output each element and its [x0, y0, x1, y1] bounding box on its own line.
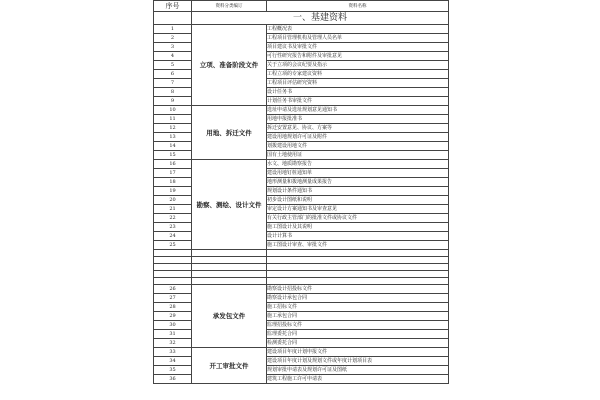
row-number: 11 — [154, 115, 192, 124]
row-number: 10 — [154, 106, 192, 115]
row-number: 28 — [154, 303, 192, 312]
row-number: 24 — [154, 232, 192, 241]
row-name: 设计计算书 — [267, 232, 449, 241]
row-number: 27 — [154, 294, 192, 303]
header-name: 资料名称 — [267, 1, 449, 12]
row-name: 项目建议书及审批文件 — [267, 43, 449, 52]
row-name: 检测委托合同 — [267, 339, 449, 348]
row-number: 20 — [154, 196, 192, 205]
row-name: 有关行政主管部门的批准文件或协议文件 — [267, 214, 449, 223]
row-name: 施工招标文件 — [267, 303, 449, 312]
row-number: 6 — [154, 70, 192, 79]
row-number: 18 — [154, 178, 192, 187]
row-name: 勘察设计承包合同 — [267, 294, 449, 303]
table-row — [154, 25, 449, 34]
row-number: 5 — [154, 61, 192, 70]
table-row — [154, 285, 449, 294]
table-row — [154, 348, 449, 357]
row-name: 水文、地质勘察报告 — [267, 160, 449, 169]
row-name: 建设项目年度计划及规划文件或年度计划项目表 — [267, 357, 449, 366]
empty-row — [154, 264, 449, 271]
row-name: 地形测量和拨地测量成果报告 — [267, 178, 449, 187]
row-number: 19 — [154, 187, 192, 196]
table-row — [154, 106, 449, 115]
section-title-row — [154, 12, 449, 25]
row-number: 12 — [154, 124, 192, 133]
row-name: 国有土地使用证 — [267, 151, 449, 160]
row-number: 1 — [154, 25, 192, 34]
archive-table — [153, 0, 449, 384]
row-number: 30 — [154, 321, 192, 330]
row-name: 计划任务书审批文件 — [267, 97, 449, 106]
row-name: 规划设计条件通知书 — [267, 187, 449, 196]
document-sheet — [153, 0, 448, 400]
empty-cell — [267, 264, 449, 271]
row-name: 审定设计方案通知书及审查意见 — [267, 205, 449, 214]
empty-cell — [154, 250, 192, 257]
row-number: 33 — [154, 348, 192, 357]
row-name: 工程概况表 — [267, 25, 449, 34]
row-number: 31 — [154, 330, 192, 339]
empty-cell — [192, 278, 267, 285]
empty-cell — [267, 278, 449, 285]
empty-cell — [192, 257, 267, 264]
row-number: 13 — [154, 133, 192, 142]
empty-row — [154, 257, 449, 264]
empty-cell — [154, 271, 192, 278]
header-row — [154, 1, 449, 12]
row-name: 规划审批申请表及规划许可证及图纸 — [267, 366, 449, 375]
row-name: 建设项目年度计划申报文件 — [267, 348, 449, 357]
row-number: 22 — [154, 214, 192, 223]
row-name: 监理招投标文件 — [267, 321, 449, 330]
empty-cell — [154, 264, 192, 271]
category-cell: 承发包文件 — [192, 285, 267, 348]
section-title: 一、基建资料 — [192, 12, 449, 25]
row-name: 用地申报批准书 — [267, 115, 449, 124]
row-name: 建设用地钉桩通知单 — [267, 169, 449, 178]
row-name: 初步设计图纸和说明 — [267, 196, 449, 205]
row-number: 34 — [154, 357, 192, 366]
row-number: 26 — [154, 285, 192, 294]
empty-cell — [154, 12, 192, 25]
empty-cell — [192, 250, 267, 257]
row-name: 设计任务书 — [267, 88, 449, 97]
empty-row — [154, 278, 449, 285]
empty-cell — [192, 271, 267, 278]
header-category: 资料分类编订 — [192, 1, 267, 12]
category-cell: 用地、拆迁文件 — [192, 106, 267, 160]
row-number: 29 — [154, 312, 192, 321]
row-number: 2 — [154, 34, 192, 43]
row-number: 16 — [154, 160, 192, 169]
empty-row — [154, 250, 449, 257]
row-number: 36 — [154, 375, 192, 384]
empty-cell — [154, 257, 192, 264]
row-number: 9 — [154, 97, 192, 106]
row-number: 35 — [154, 366, 192, 375]
row-name: 可行性研究报告和附件及审批意见 — [267, 52, 449, 61]
row-name: 勘察设计招投标文件 — [267, 285, 449, 294]
row-number: 25 — [154, 241, 192, 250]
row-number: 7 — [154, 79, 192, 88]
row-number: 15 — [154, 151, 192, 160]
row-name: 工程项目管理机构及管理人员名单 — [267, 34, 449, 43]
row-name: 施工承包合同 — [267, 312, 449, 321]
category-cell: 勘察、测绘、设计文件 — [192, 160, 267, 250]
empty-cell — [267, 250, 449, 257]
row-number: 23 — [154, 223, 192, 232]
row-number: 3 — [154, 43, 192, 52]
header-seq: 序号 — [154, 1, 192, 12]
row-name: 建设用地规划许可证及附件 — [267, 133, 449, 142]
row-name: 选址申请及选址规划意见通知书 — [267, 106, 449, 115]
empty-cell — [267, 271, 449, 278]
category-cell: 立项、准备阶段文件 — [192, 25, 267, 106]
category-cell: 开工审批文件 — [192, 348, 267, 384]
row-name: 工程立项的专家建议资料 — [267, 70, 449, 79]
row-number: 17 — [154, 169, 192, 178]
row-name: 工程项目评估研究资料 — [267, 79, 449, 88]
row-name: 施工图设计审查、审批文件 — [267, 241, 449, 250]
row-number: 32 — [154, 339, 192, 348]
row-number: 4 — [154, 52, 192, 61]
row-name: 建筑工程施工许可申请表 — [267, 375, 449, 384]
empty-row — [154, 271, 449, 278]
row-number: 21 — [154, 205, 192, 214]
row-name: 关于立项的会议纪要及指示 — [267, 61, 449, 70]
empty-cell — [154, 278, 192, 285]
row-number: 8 — [154, 88, 192, 97]
empty-cell — [192, 264, 267, 271]
table-row — [154, 160, 449, 169]
row-name: 施工图设计及其说明 — [267, 223, 449, 232]
row-name: 划拨建设用地文件 — [267, 142, 449, 151]
empty-cell — [267, 257, 449, 264]
row-name: 监理委托合同 — [267, 330, 449, 339]
row-number: 14 — [154, 142, 192, 151]
row-name: 拆迁安置意见、协议、方案等 — [267, 124, 449, 133]
